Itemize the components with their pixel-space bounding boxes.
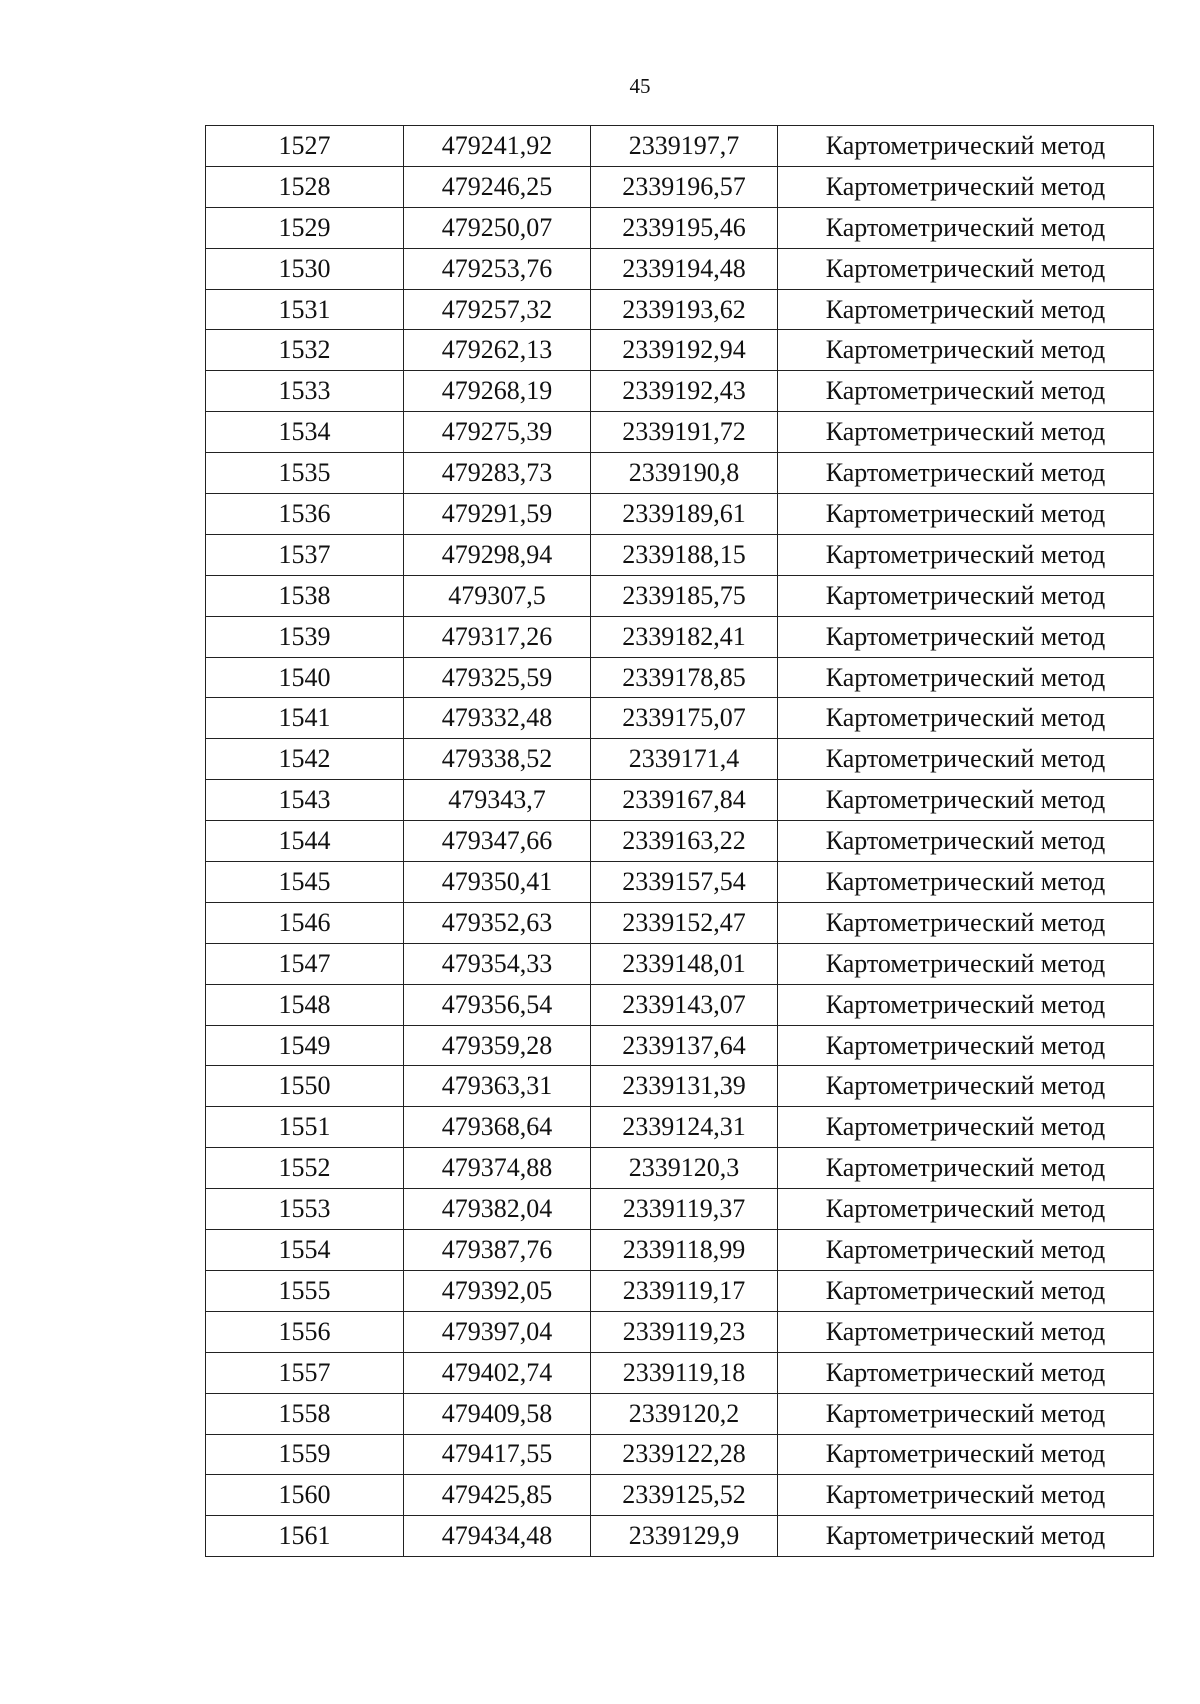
method-cell: Картометрический метод <box>778 1025 1154 1066</box>
point-number-cell: 1557 <box>206 1352 404 1393</box>
table-row <box>206 739 1154 780</box>
x-coordinate-cell: 479307,5 <box>404 575 591 616</box>
method-cell: Картометрический метод <box>778 207 1154 248</box>
method-cell: Картометрический метод <box>778 1434 1154 1475</box>
method-cell: Картометрический метод <box>778 453 1154 494</box>
y-coordinate-cell: 2339119,37 <box>591 1189 778 1230</box>
point-number-cell: 1536 <box>206 494 404 535</box>
point-number-cell: 1553 <box>206 1189 404 1230</box>
table-row <box>206 1230 1154 1271</box>
x-coordinate-cell: 479298,94 <box>404 534 591 575</box>
point-number-cell: 1543 <box>206 780 404 821</box>
point-number-cell: 1545 <box>206 862 404 903</box>
point-number-cell: 1560 <box>206 1475 404 1516</box>
table-row <box>206 575 1154 616</box>
y-coordinate-cell: 2339195,46 <box>591 207 778 248</box>
y-coordinate-cell: 2339120,2 <box>591 1393 778 1434</box>
y-coordinate-cell: 2339131,39 <box>591 1066 778 1107</box>
table-row <box>206 1148 1154 1189</box>
point-number-cell: 1559 <box>206 1434 404 1475</box>
method-cell: Картометрический метод <box>778 1107 1154 1148</box>
y-coordinate-cell: 2339125,52 <box>591 1475 778 1516</box>
table-row <box>206 534 1154 575</box>
x-coordinate-cell: 479402,74 <box>404 1352 591 1393</box>
table-row <box>206 1066 1154 1107</box>
x-coordinate-cell: 479250,07 <box>404 207 591 248</box>
y-coordinate-cell: 2339194,48 <box>591 248 778 289</box>
y-coordinate-cell: 2339182,41 <box>591 616 778 657</box>
x-coordinate-cell: 479262,13 <box>404 330 591 371</box>
table-row <box>206 207 1154 248</box>
point-number-cell: 1539 <box>206 616 404 657</box>
y-coordinate-cell: 2339197,7 <box>591 126 778 167</box>
point-number-cell: 1544 <box>206 821 404 862</box>
table-row <box>206 1352 1154 1393</box>
method-cell: Картометрический метод <box>778 166 1154 207</box>
point-number-cell: 1535 <box>206 453 404 494</box>
method-cell: Картометрический метод <box>778 534 1154 575</box>
method-cell: Картометрический метод <box>778 657 1154 698</box>
point-number-cell: 1555 <box>206 1270 404 1311</box>
method-cell: Картометрический метод <box>778 1475 1154 1516</box>
method-cell: Картометрический метод <box>778 902 1154 943</box>
point-number-cell: 1550 <box>206 1066 404 1107</box>
x-coordinate-cell: 479434,48 <box>404 1516 591 1557</box>
x-coordinate-cell: 479382,04 <box>404 1189 591 1230</box>
table-row <box>206 1475 1154 1516</box>
method-cell: Картометрический метод <box>778 126 1154 167</box>
y-coordinate-cell: 2339178,85 <box>591 657 778 698</box>
y-coordinate-cell: 2339167,84 <box>591 780 778 821</box>
x-coordinate-cell: 479409,58 <box>404 1393 591 1434</box>
x-coordinate-cell: 479347,66 <box>404 821 591 862</box>
y-coordinate-cell: 2339124,31 <box>591 1107 778 1148</box>
y-coordinate-cell: 2339129,9 <box>591 1516 778 1557</box>
x-coordinate-cell: 479387,76 <box>404 1230 591 1271</box>
table-row <box>206 330 1154 371</box>
x-coordinate-cell: 479275,39 <box>404 412 591 453</box>
x-coordinate-cell: 479363,31 <box>404 1066 591 1107</box>
x-coordinate-cell: 479392,05 <box>404 1270 591 1311</box>
point-number-cell: 1534 <box>206 412 404 453</box>
method-cell: Картометрический метод <box>778 943 1154 984</box>
x-coordinate-cell: 479352,63 <box>404 902 591 943</box>
page-number: 45 <box>629 74 651 98</box>
y-coordinate-cell: 2339191,72 <box>591 412 778 453</box>
y-coordinate-cell: 2339152,47 <box>591 902 778 943</box>
table-row <box>206 657 1154 698</box>
x-coordinate-cell: 479332,48 <box>404 698 591 739</box>
method-cell: Картометрический метод <box>778 1516 1154 1557</box>
y-coordinate-cell: 2339118,99 <box>591 1230 778 1271</box>
table-row <box>206 166 1154 207</box>
table-row <box>206 1025 1154 1066</box>
x-coordinate-cell: 479246,25 <box>404 166 591 207</box>
x-coordinate-cell: 479368,64 <box>404 1107 591 1148</box>
x-coordinate-cell: 479359,28 <box>404 1025 591 1066</box>
y-coordinate-cell: 2339163,22 <box>591 821 778 862</box>
table-row <box>206 1311 1154 1352</box>
y-coordinate-cell: 2339143,07 <box>591 984 778 1025</box>
table-row <box>206 698 1154 739</box>
point-number-cell: 1528 <box>206 166 404 207</box>
method-cell: Картометрический метод <box>778 780 1154 821</box>
x-coordinate-cell: 479425,85 <box>404 1475 591 1516</box>
x-coordinate-cell: 479338,52 <box>404 739 591 780</box>
y-coordinate-cell: 2339119,23 <box>591 1311 778 1352</box>
point-number-cell: 1530 <box>206 248 404 289</box>
point-number-cell: 1538 <box>206 575 404 616</box>
table-row <box>206 821 1154 862</box>
y-coordinate-cell: 2339192,43 <box>591 371 778 412</box>
y-coordinate-cell: 2339175,07 <box>591 698 778 739</box>
table-row <box>206 371 1154 412</box>
method-cell: Картометрический метод <box>778 494 1154 535</box>
x-coordinate-cell: 479283,73 <box>404 453 591 494</box>
table-row <box>206 412 1154 453</box>
table-row <box>206 943 1154 984</box>
method-cell: Картометрический метод <box>778 984 1154 1025</box>
x-coordinate-cell: 479241,92 <box>404 126 591 167</box>
table-row <box>206 1189 1154 1230</box>
method-cell: Картометрический метод <box>778 616 1154 657</box>
point-number-cell: 1540 <box>206 657 404 698</box>
method-cell: Картометрический метод <box>778 1066 1154 1107</box>
y-coordinate-cell: 2339137,64 <box>591 1025 778 1066</box>
x-coordinate-cell: 479350,41 <box>404 862 591 903</box>
table-row <box>206 1516 1154 1557</box>
method-cell: Картометрический метод <box>778 862 1154 903</box>
point-number-cell: 1561 <box>206 1516 404 1557</box>
method-cell: Картометрический метод <box>778 821 1154 862</box>
table-row <box>206 984 1154 1025</box>
x-coordinate-cell: 479397,04 <box>404 1311 591 1352</box>
y-coordinate-cell: 2339189,61 <box>591 494 778 535</box>
point-number-cell: 1533 <box>206 371 404 412</box>
point-number-cell: 1532 <box>206 330 404 371</box>
x-coordinate-cell: 479268,19 <box>404 371 591 412</box>
y-coordinate-cell: 2339171,4 <box>591 739 778 780</box>
point-number-cell: 1548 <box>206 984 404 1025</box>
y-coordinate-cell: 2339148,01 <box>591 943 778 984</box>
table-row <box>206 248 1154 289</box>
table-row <box>206 862 1154 903</box>
point-number-cell: 1551 <box>206 1107 404 1148</box>
point-number-cell: 1549 <box>206 1025 404 1066</box>
point-number-cell: 1529 <box>206 207 404 248</box>
y-coordinate-cell: 2339192,94 <box>591 330 778 371</box>
table-row <box>206 616 1154 657</box>
method-cell: Картометрический метод <box>778 1311 1154 1352</box>
point-number-cell: 1542 <box>206 739 404 780</box>
method-cell: Картометрический метод <box>778 1352 1154 1393</box>
y-coordinate-cell: 2339120,3 <box>591 1148 778 1189</box>
x-coordinate-cell: 479356,54 <box>404 984 591 1025</box>
x-coordinate-cell: 479253,76 <box>404 248 591 289</box>
point-number-cell: 1531 <box>206 289 404 330</box>
table-row <box>206 780 1154 821</box>
table-row <box>206 1270 1154 1311</box>
x-coordinate-cell: 479317,26 <box>404 616 591 657</box>
method-cell: Картометрический метод <box>778 1189 1154 1230</box>
y-coordinate-cell: 2339157,54 <box>591 862 778 903</box>
method-cell: Картометрический метод <box>778 575 1154 616</box>
point-number-cell: 1554 <box>206 1230 404 1271</box>
method-cell: Картометрический метод <box>778 371 1154 412</box>
method-cell: Картометрический метод <box>778 1230 1154 1271</box>
method-cell: Картометрический метод <box>778 412 1154 453</box>
x-coordinate-cell: 479374,88 <box>404 1148 591 1189</box>
point-number-cell: 1556 <box>206 1311 404 1352</box>
x-coordinate-cell: 479325,59 <box>404 657 591 698</box>
point-number-cell: 1552 <box>206 1148 404 1189</box>
y-coordinate-cell: 2339188,15 <box>591 534 778 575</box>
table-row <box>206 494 1154 535</box>
point-number-cell: 1537 <box>206 534 404 575</box>
coordinates-table-body <box>206 126 1154 1557</box>
method-cell: Картометрический метод <box>778 1270 1154 1311</box>
x-coordinate-cell: 479257,32 <box>404 289 591 330</box>
method-cell: Картометрический метод <box>778 289 1154 330</box>
table-row <box>206 453 1154 494</box>
table-row <box>206 126 1154 167</box>
x-coordinate-cell: 479354,33 <box>404 943 591 984</box>
table-row <box>206 1107 1154 1148</box>
y-coordinate-cell: 2339119,18 <box>591 1352 778 1393</box>
table-row <box>206 289 1154 330</box>
method-cell: Картометрический метод <box>778 1148 1154 1189</box>
y-coordinate-cell: 2339122,28 <box>591 1434 778 1475</box>
y-coordinate-cell: 2339190,8 <box>591 453 778 494</box>
x-coordinate-cell: 479417,55 <box>404 1434 591 1475</box>
method-cell: Картометрический метод <box>778 248 1154 289</box>
method-cell: Картометрический метод <box>778 1393 1154 1434</box>
point-number-cell: 1558 <box>206 1393 404 1434</box>
point-number-cell: 1541 <box>206 698 404 739</box>
table-row <box>206 1393 1154 1434</box>
method-cell: Картометрический метод <box>778 739 1154 780</box>
table-row <box>206 902 1154 943</box>
method-cell: Картометрический метод <box>778 330 1154 371</box>
point-number-cell: 1527 <box>206 126 404 167</box>
y-coordinate-cell: 2339193,62 <box>591 289 778 330</box>
method-cell: Картометрический метод <box>778 698 1154 739</box>
x-coordinate-cell: 479291,59 <box>404 494 591 535</box>
x-coordinate-cell: 479343,7 <box>404 780 591 821</box>
table-row <box>206 1434 1154 1475</box>
coordinates-table <box>205 125 1154 1557</box>
y-coordinate-cell: 2339185,75 <box>591 575 778 616</box>
point-number-cell: 1547 <box>206 943 404 984</box>
point-number-cell: 1546 <box>206 902 404 943</box>
y-coordinate-cell: 2339196,57 <box>591 166 778 207</box>
y-coordinate-cell: 2339119,17 <box>591 1270 778 1311</box>
